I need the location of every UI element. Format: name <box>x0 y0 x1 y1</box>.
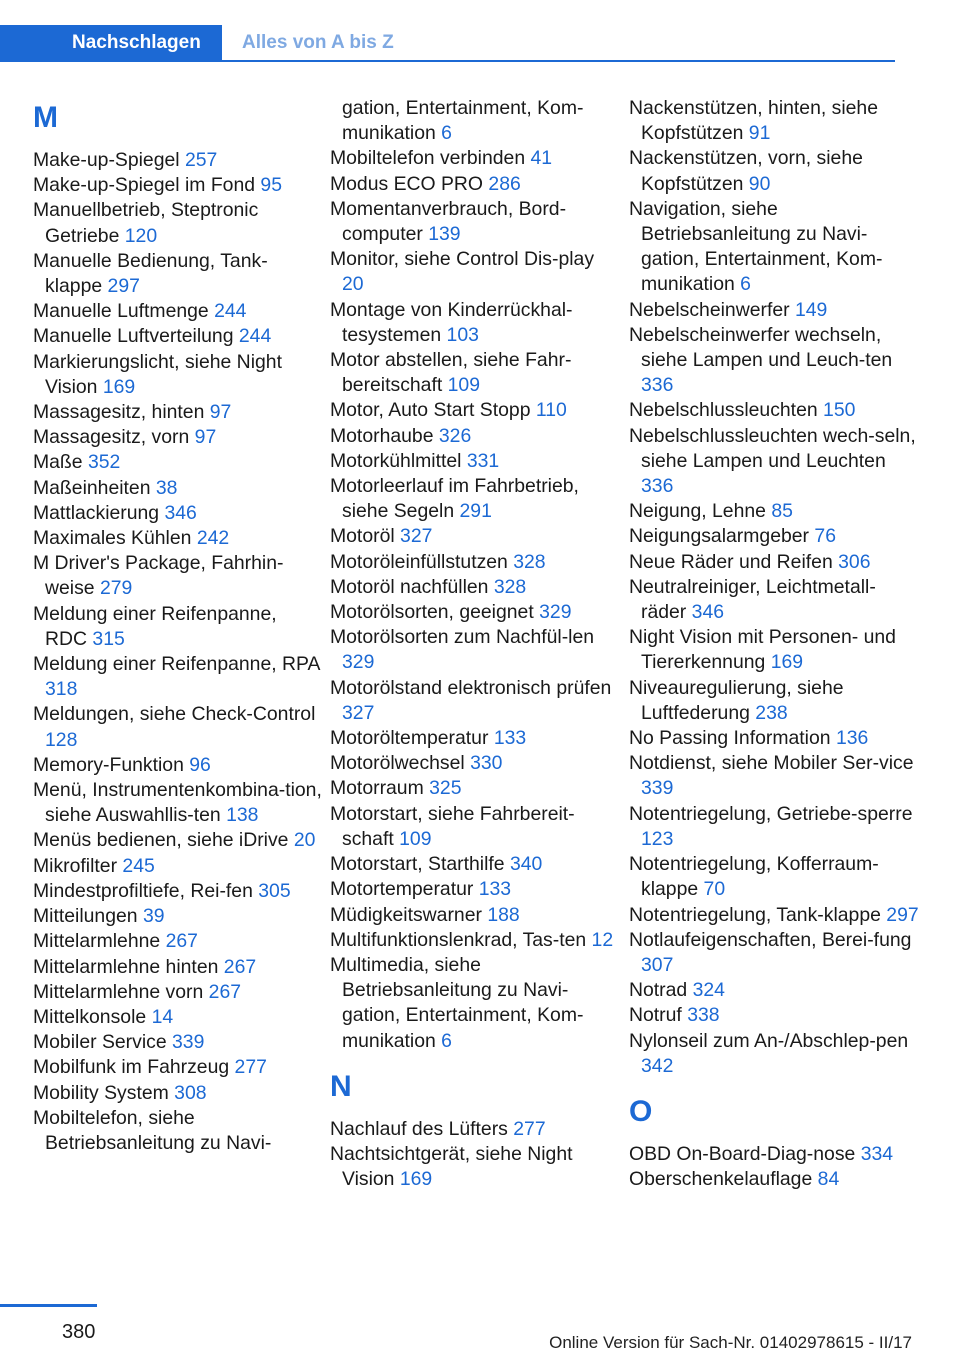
index-entry <box>629 625 919 675</box>
index-entry <box>33 753 323 778</box>
page-reference-link[interactable]: 70 <box>703 878 726 901</box>
entry-term: Memory-Funktion <box>33 753 190 776</box>
entry-term: Motor, Auto Start Stopp <box>330 399 536 422</box>
page-reference-link[interactable]: 12 <box>591 928 614 951</box>
page-reference-link[interactable]: 342 <box>641 1054 674 1077</box>
page-reference-link[interactable]: 38 <box>155 476 178 499</box>
entry-term: Meldungen, siehe Check-Control <box>33 703 316 726</box>
index-entry <box>629 928 919 978</box>
index-entry <box>330 676 620 726</box>
header-divider <box>0 60 895 62</box>
index-column-1 <box>33 96 323 1156</box>
page-reference-link[interactable]: 257 <box>184 149 218 171</box>
index-entry <box>629 424 919 500</box>
page-reference-link[interactable]: 169 <box>399 1168 433 1191</box>
index-entry <box>330 524 620 549</box>
entry-term: Neutralreiniger, Leichtmetall-räder <box>629 575 876 624</box>
index-entry <box>330 903 620 928</box>
index-entry <box>330 802 620 852</box>
section-letter: N <box>330 1069 352 1103</box>
index-entry <box>33 602 323 652</box>
entry-term: Niveauregulierung, siehe Luftfederung <box>629 676 844 724</box>
page-reference-link[interactable]: 109 <box>447 374 480 397</box>
page-reference-link[interactable]: 326 <box>438 424 472 447</box>
index-entry <box>33 425 323 450</box>
entry-term: Manuelle Luftmenge <box>33 300 215 323</box>
entry-term: Nebelscheinwerfer wechseln, siehe Lampen und Leuch-ten <box>629 323 893 372</box>
index-entry <box>33 173 323 198</box>
page-reference-link[interactable]: 329 <box>342 651 375 674</box>
index-entry <box>330 600 620 625</box>
index-entry <box>330 197 620 247</box>
page-reference-link[interactable]: 334 <box>860 1142 894 1165</box>
index-entry <box>330 625 620 675</box>
index-column-3 <box>629 96 919 1192</box>
page-reference-link[interactable]: 286 <box>488 172 521 195</box>
index-entry <box>33 904 323 929</box>
index-entry <box>33 249 323 299</box>
page-reference-link[interactable]: 6 <box>740 273 751 296</box>
entry-term: Nebelscheinwerfer <box>629 298 795 321</box>
entry-term: Neigung, Lehne <box>629 500 772 523</box>
page-reference-link[interactable]: 291 <box>459 500 492 523</box>
page-reference-link[interactable]: 338 <box>687 1004 720 1027</box>
index-entry <box>33 198 323 248</box>
entry-term: Mobiltelefon verbinden <box>330 147 531 170</box>
index-entry <box>629 96 919 146</box>
entry-term: Motoröl <box>330 525 401 548</box>
page-reference-link[interactable]: 244 <box>238 325 272 348</box>
page-reference-link[interactable]: 307 <box>641 953 674 976</box>
page-reference-link[interactable]: 97 <box>209 401 232 424</box>
page-reference-link[interactable]: 297 <box>107 275 140 298</box>
page-reference-link[interactable]: 279 <box>99 577 133 600</box>
entry-term: Manuellbetrieb, Steptronic Getriebe <box>33 199 259 247</box>
index-entry <box>629 323 919 399</box>
entry-term: Multimedia, siehe Betriebsanleitung zu Navi-gation, Entertainment, Kom-munikation <box>330 953 584 1052</box>
entry-term: Motoröl nachfüllen <box>330 575 494 598</box>
entry-term: Montage von Kinderrückhal-tesystemen <box>330 298 573 346</box>
entry-term: Mobility System <box>33 1081 175 1104</box>
page-reference-link[interactable]: 331 <box>466 449 500 472</box>
page-reference-link[interactable]: 20 <box>342 273 364 296</box>
entry-term: Nebelschlussleuchten <box>629 399 824 422</box>
page-header <box>0 25 895 62</box>
entry-term: Manuelle Luftverteilung <box>33 325 239 348</box>
index-entry <box>330 751 620 776</box>
tab-nachschlagen[interactable]: Nachschlagen <box>0 25 222 60</box>
entry-term: Mittelarmlehne <box>33 930 166 953</box>
index-entry <box>629 398 919 423</box>
index-entry <box>330 877 620 902</box>
entry-term: Nackenstützen, vorn, siehe Kopfstützen <box>629 147 863 195</box>
index-entry <box>629 146 919 196</box>
page-number: 380 <box>62 1321 96 1343</box>
page-reference-link[interactable]: 238 <box>755 701 788 724</box>
page-reference-link[interactable]: 245 <box>122 854 155 877</box>
entry-term: Mattlackierung <box>33 501 165 524</box>
index-entry <box>629 1142 919 1167</box>
page-reference-link[interactable]: 346 <box>164 501 197 524</box>
page-reference-link[interactable]: 330 <box>470 752 503 775</box>
entry-term: Neue Räder und Reifen <box>629 550 839 573</box>
entry-term: Oberschenkelauflage <box>629 1168 818 1191</box>
entry-term: Motortemperatur <box>330 878 479 901</box>
entry-term: Motorstart, siehe Fahrbereit-schaft <box>330 802 575 850</box>
page-reference-link[interactable]: 128 <box>45 728 78 751</box>
entry-term: Momentanverbrauch, Bord-computer <box>330 197 567 246</box>
entry-term: Monitor, siehe Control Dis-play <box>330 248 595 271</box>
entry-term: Menüs bedienen, siehe iDrive <box>33 829 294 852</box>
entry-term: Notrad <box>629 979 693 1002</box>
index-entry <box>33 501 323 526</box>
index-entry <box>33 1055 323 1080</box>
page-reference-link[interactable]: 150 <box>823 399 856 422</box>
entry-term: Motorraum <box>330 777 430 800</box>
entry-term: Neigungsalarmgeber <box>629 525 815 548</box>
page-reference-link[interactable]: 329 <box>539 601 572 624</box>
entry-term: Nachtsichtgerät, siehe Night Vision <box>330 1142 573 1191</box>
index-entry <box>33 879 323 904</box>
index-entry <box>629 726 919 751</box>
index-entry <box>330 776 620 801</box>
entry-term: Motoröleinfüllstutzen <box>330 550 514 573</box>
page-reference-link[interactable]: 346 <box>691 601 725 624</box>
entry-term: Night Vision mit Personen- und Tiererkennung <box>629 626 896 674</box>
entry-term: Notruf <box>629 1004 688 1027</box>
index-entry <box>629 978 919 1003</box>
entry-term: Motorölsorten, geeignet <box>330 601 540 624</box>
page-reference-link[interactable]: 149 <box>794 298 828 321</box>
entry-term: Mittelarmlehne hinten <box>33 955 224 978</box>
index-entry <box>33 1106 323 1156</box>
page-reference-link[interactable]: 138 <box>226 804 259 827</box>
index-entry <box>33 299 323 324</box>
entry-term: Notlaufeigenschaften, Berei-fung <box>629 928 912 951</box>
entry-term: Nebelschlussleuchten wech-seln, siehe Lampen und Leuchten <box>629 424 916 472</box>
entry-term: Notentriegelung, Kofferraum-klappe <box>629 853 879 901</box>
index-entry <box>629 751 919 801</box>
entry-term: Notentriegelung, Getriebe-sperre <box>629 802 913 825</box>
entry-term: Motorhaube <box>330 424 439 447</box>
index-entry <box>629 852 919 902</box>
page-reference-link[interactable]: 339 <box>641 777 674 800</box>
entry-term: Maße <box>33 451 88 474</box>
page-reference-link[interactable]: 109 <box>399 827 432 850</box>
entry-term: Nachlauf des Lüfters <box>330 1117 514 1140</box>
page-reference-link[interactable]: 133 <box>493 727 527 750</box>
index-entry <box>629 1167 919 1192</box>
entry-term: Mikrofilter <box>33 854 123 877</box>
index-entry <box>33 1005 323 1030</box>
index-entry <box>33 400 323 425</box>
page-reference-link[interactable]: 305 <box>258 879 291 902</box>
index-entry <box>330 575 620 600</box>
page-reference-link[interactable]: 103 <box>446 323 479 346</box>
index-entry <box>33 778 323 828</box>
page-reference-link[interactable]: 242 <box>196 527 230 550</box>
index-entry <box>33 929 323 954</box>
index-entry <box>330 726 620 751</box>
page-reference-link[interactable]: 267 <box>208 980 242 1003</box>
page-reference-link[interactable]: 324 <box>692 979 725 1002</box>
page-reference-link[interactable]: 169 <box>770 651 804 674</box>
page-reference-link[interactable]: 188 <box>487 903 520 926</box>
index-entry <box>33 551 323 601</box>
index-entry <box>33 1030 323 1055</box>
entry-term: Motoröltemperatur <box>330 727 494 750</box>
page-reference-link[interactable]: 90 <box>748 172 771 195</box>
index-entry <box>629 676 919 726</box>
index-entry <box>330 1142 620 1192</box>
entry-term: Mitteilungen <box>33 905 143 928</box>
page-reference-link[interactable]: 91 <box>748 122 771 145</box>
page-reference-link[interactable]: 297 <box>886 903 919 926</box>
entry-term: Multifunktionslenkrad, Tas-ten <box>330 928 592 951</box>
index-entry <box>629 802 919 852</box>
entry-term: OBD On-Board-Diag-nose <box>629 1142 861 1165</box>
entry-term: Meldung einer Reifenpanne, RPA <box>33 653 320 676</box>
page-reference-link[interactable]: 267 <box>223 955 257 978</box>
section-letter: M <box>33 101 58 134</box>
index-entry <box>629 524 919 549</box>
page-reference-link[interactable]: 6 <box>441 122 452 145</box>
page-reference-link[interactable]: 76 <box>814 525 836 548</box>
tab-alles-von-a-bis-z[interactable]: Alles von A bis Z <box>242 32 394 53</box>
entry-term: Motorkühlmittel <box>330 449 467 472</box>
index-entry <box>330 474 620 524</box>
index-entry <box>33 652 323 702</box>
index-entry <box>629 1029 919 1079</box>
page-reference-link[interactable]: 340 <box>509 853 543 876</box>
entry-term: Modus ECO PRO <box>330 172 489 195</box>
page-reference-link[interactable]: 169 <box>102 375 136 398</box>
index-entry <box>33 450 323 475</box>
page-reference-link[interactable]: 95 <box>260 174 282 197</box>
page-reference-link[interactable]: 120 <box>124 224 158 247</box>
entry-term: Make-up-Spiegel <box>33 149 185 171</box>
index-entry <box>330 449 620 474</box>
page-reference-link[interactable]: 139 <box>428 223 461 246</box>
page-reference-link[interactable]: 336 <box>641 475 674 498</box>
page-reference-link[interactable]: 244 <box>214 300 247 323</box>
entry-term: Maßeinheiten <box>33 476 156 499</box>
entry-term: gation, Entertainment, Kom-munikation <box>342 97 584 145</box>
page-reference-link[interactable]: 318 <box>45 678 78 701</box>
page-reference-link[interactable]: 41 <box>530 147 553 170</box>
page-reference-link[interactable]: 306 <box>838 550 871 573</box>
index-entry <box>33 702 323 752</box>
index-entry <box>629 550 919 575</box>
entry-term: Mittelkonsole <box>33 1005 152 1028</box>
index-entry <box>330 928 620 953</box>
entry-term: Motor abstellen, siehe Fahr-bereitschaft <box>330 349 572 397</box>
entry-term: Nylonseil zum An-/Abschlep-pen <box>629 1029 909 1052</box>
entry-term: Massagesitz, vorn <box>33 426 195 449</box>
index-entry <box>33 980 323 1005</box>
page-reference-link[interactable]: 96 <box>189 753 211 776</box>
page-reference-link[interactable]: 20 <box>293 829 316 852</box>
index-entry <box>330 96 620 146</box>
page-reference-link[interactable]: 6 <box>441 1029 452 1052</box>
entry-term: Mobilfunk im Fahrzeug <box>33 1056 235 1079</box>
page-reference-link[interactable]: 133 <box>478 878 512 901</box>
entry-term: Notdienst, siehe Mobiler Ser-vice <box>629 752 914 775</box>
entry-term: No Passing Information <box>629 727 836 750</box>
entry-term: Motorölstand elektronisch prüfen <box>330 676 612 699</box>
page-reference-link[interactable]: 123 <box>641 827 674 850</box>
page-reference-link[interactable]: 325 <box>429 777 462 800</box>
index-entry <box>33 1081 323 1106</box>
index-entry <box>33 324 323 349</box>
entry-term: Motorleerlauf im Fahrbetrieb, siehe Segeln <box>330 475 579 523</box>
index-entry <box>330 247 620 297</box>
index-entry <box>629 1003 919 1028</box>
entry-term: Markierungslicht, siehe Night Vision <box>33 350 282 398</box>
page-reference-link[interactable]: 327 <box>342 701 375 724</box>
page-reference-link[interactable]: 328 <box>513 550 546 573</box>
page-reference-link[interactable]: 308 <box>174 1081 207 1104</box>
page-reference-link[interactable]: 277 <box>234 1056 267 1079</box>
page-reference-link[interactable]: 97 <box>194 426 217 449</box>
page-reference-link[interactable]: 85 <box>771 500 793 523</box>
index-entry <box>330 298 620 348</box>
index-entry <box>33 526 323 551</box>
index-entry <box>330 1117 620 1142</box>
entry-term: Make-up-Spiegel im Fond <box>33 174 261 197</box>
index-entry <box>330 953 620 1054</box>
entry-term: Motorstart, Starthilfe <box>330 853 510 876</box>
section-letter: O <box>629 1094 653 1128</box>
index-entry <box>33 476 323 501</box>
footer-version-text: Online Version für Sach-Nr. 01402978615 - II/17 <box>549 1333 912 1352</box>
entry-term: Mobiler Service <box>33 1031 173 1054</box>
entry-term: Mindestprofiltiefe, Rei-fen <box>33 879 259 902</box>
page-reference-link[interactable]: 328 <box>493 575 527 598</box>
entry-term: Massagesitz, hinten <box>33 401 210 424</box>
entry-term: M Driver's Package, Fahrhin-weise <box>33 552 284 600</box>
page-reference-link[interactable]: 14 <box>151 1005 174 1028</box>
index-entry <box>629 197 919 298</box>
entry-term: Navigation, siehe Betriebsanleitung zu Navi-gation, Entertainment, Kom-munikation <box>629 197 883 296</box>
page-reference-link[interactable]: 336 <box>641 374 674 397</box>
entry-term: Notentriegelung, Tank-klappe <box>629 903 887 926</box>
entry-term: Mobiltelefon, siehe Betriebsanleitung zu Navi- <box>33 1106 272 1154</box>
index-entry <box>330 852 620 877</box>
page-reference-link[interactable]: 339 <box>172 1031 205 1054</box>
entry-term: Mittelarmlehne vorn <box>33 980 209 1003</box>
index-entry <box>629 298 919 323</box>
index-entry <box>629 499 919 524</box>
entry-term: Müdigkeitswarner <box>330 903 488 926</box>
page-reference-link[interactable]: 84 <box>817 1168 840 1191</box>
entry-term: Nackenstützen, hinten, siehe Kopfstützen <box>629 97 879 145</box>
entry-term: Meldung einer Reifenpanne, RDC <box>33 602 277 650</box>
index-entry <box>33 955 323 980</box>
index-entry <box>330 348 620 398</box>
index-entry <box>330 550 620 575</box>
index-entry <box>629 903 919 928</box>
entry-term: Motorölsorten zum Nachfül-len <box>330 626 595 649</box>
index-entry <box>330 146 620 171</box>
index-entry <box>330 424 620 449</box>
page-reference-link[interactable]: 277 <box>513 1117 546 1140</box>
index-entry <box>33 828 323 853</box>
page-reference-link[interactable]: 315 <box>92 627 125 650</box>
index-entry <box>330 172 620 197</box>
page-reference-link[interactable]: 39 <box>142 905 165 928</box>
index-entry <box>33 148 323 173</box>
page-reference-link[interactable]: 267 <box>165 930 198 953</box>
index-entry <box>330 398 620 423</box>
entry-term: Manuelle Bedienung, Tank-klappe <box>33 249 268 298</box>
entry-term: Motorölwechsel <box>330 752 471 775</box>
index-column-2 <box>330 96 620 1192</box>
page-reference-link[interactable]: 352 <box>87 451 121 474</box>
footer-divider <box>0 1304 97 1307</box>
entry-term: Maximales Kühlen <box>33 527 197 550</box>
page-reference-link[interactable]: 110 <box>535 399 567 422</box>
index-entry <box>629 575 919 625</box>
entry-term: Menü, Instrumentenkombina-tion, siehe Auswahllis-ten <box>33 779 322 827</box>
index-entry <box>33 854 323 879</box>
page-reference-link[interactable]: 136 <box>835 727 869 750</box>
index-entry <box>33 350 323 400</box>
page-reference-link[interactable]: 327 <box>400 525 433 548</box>
